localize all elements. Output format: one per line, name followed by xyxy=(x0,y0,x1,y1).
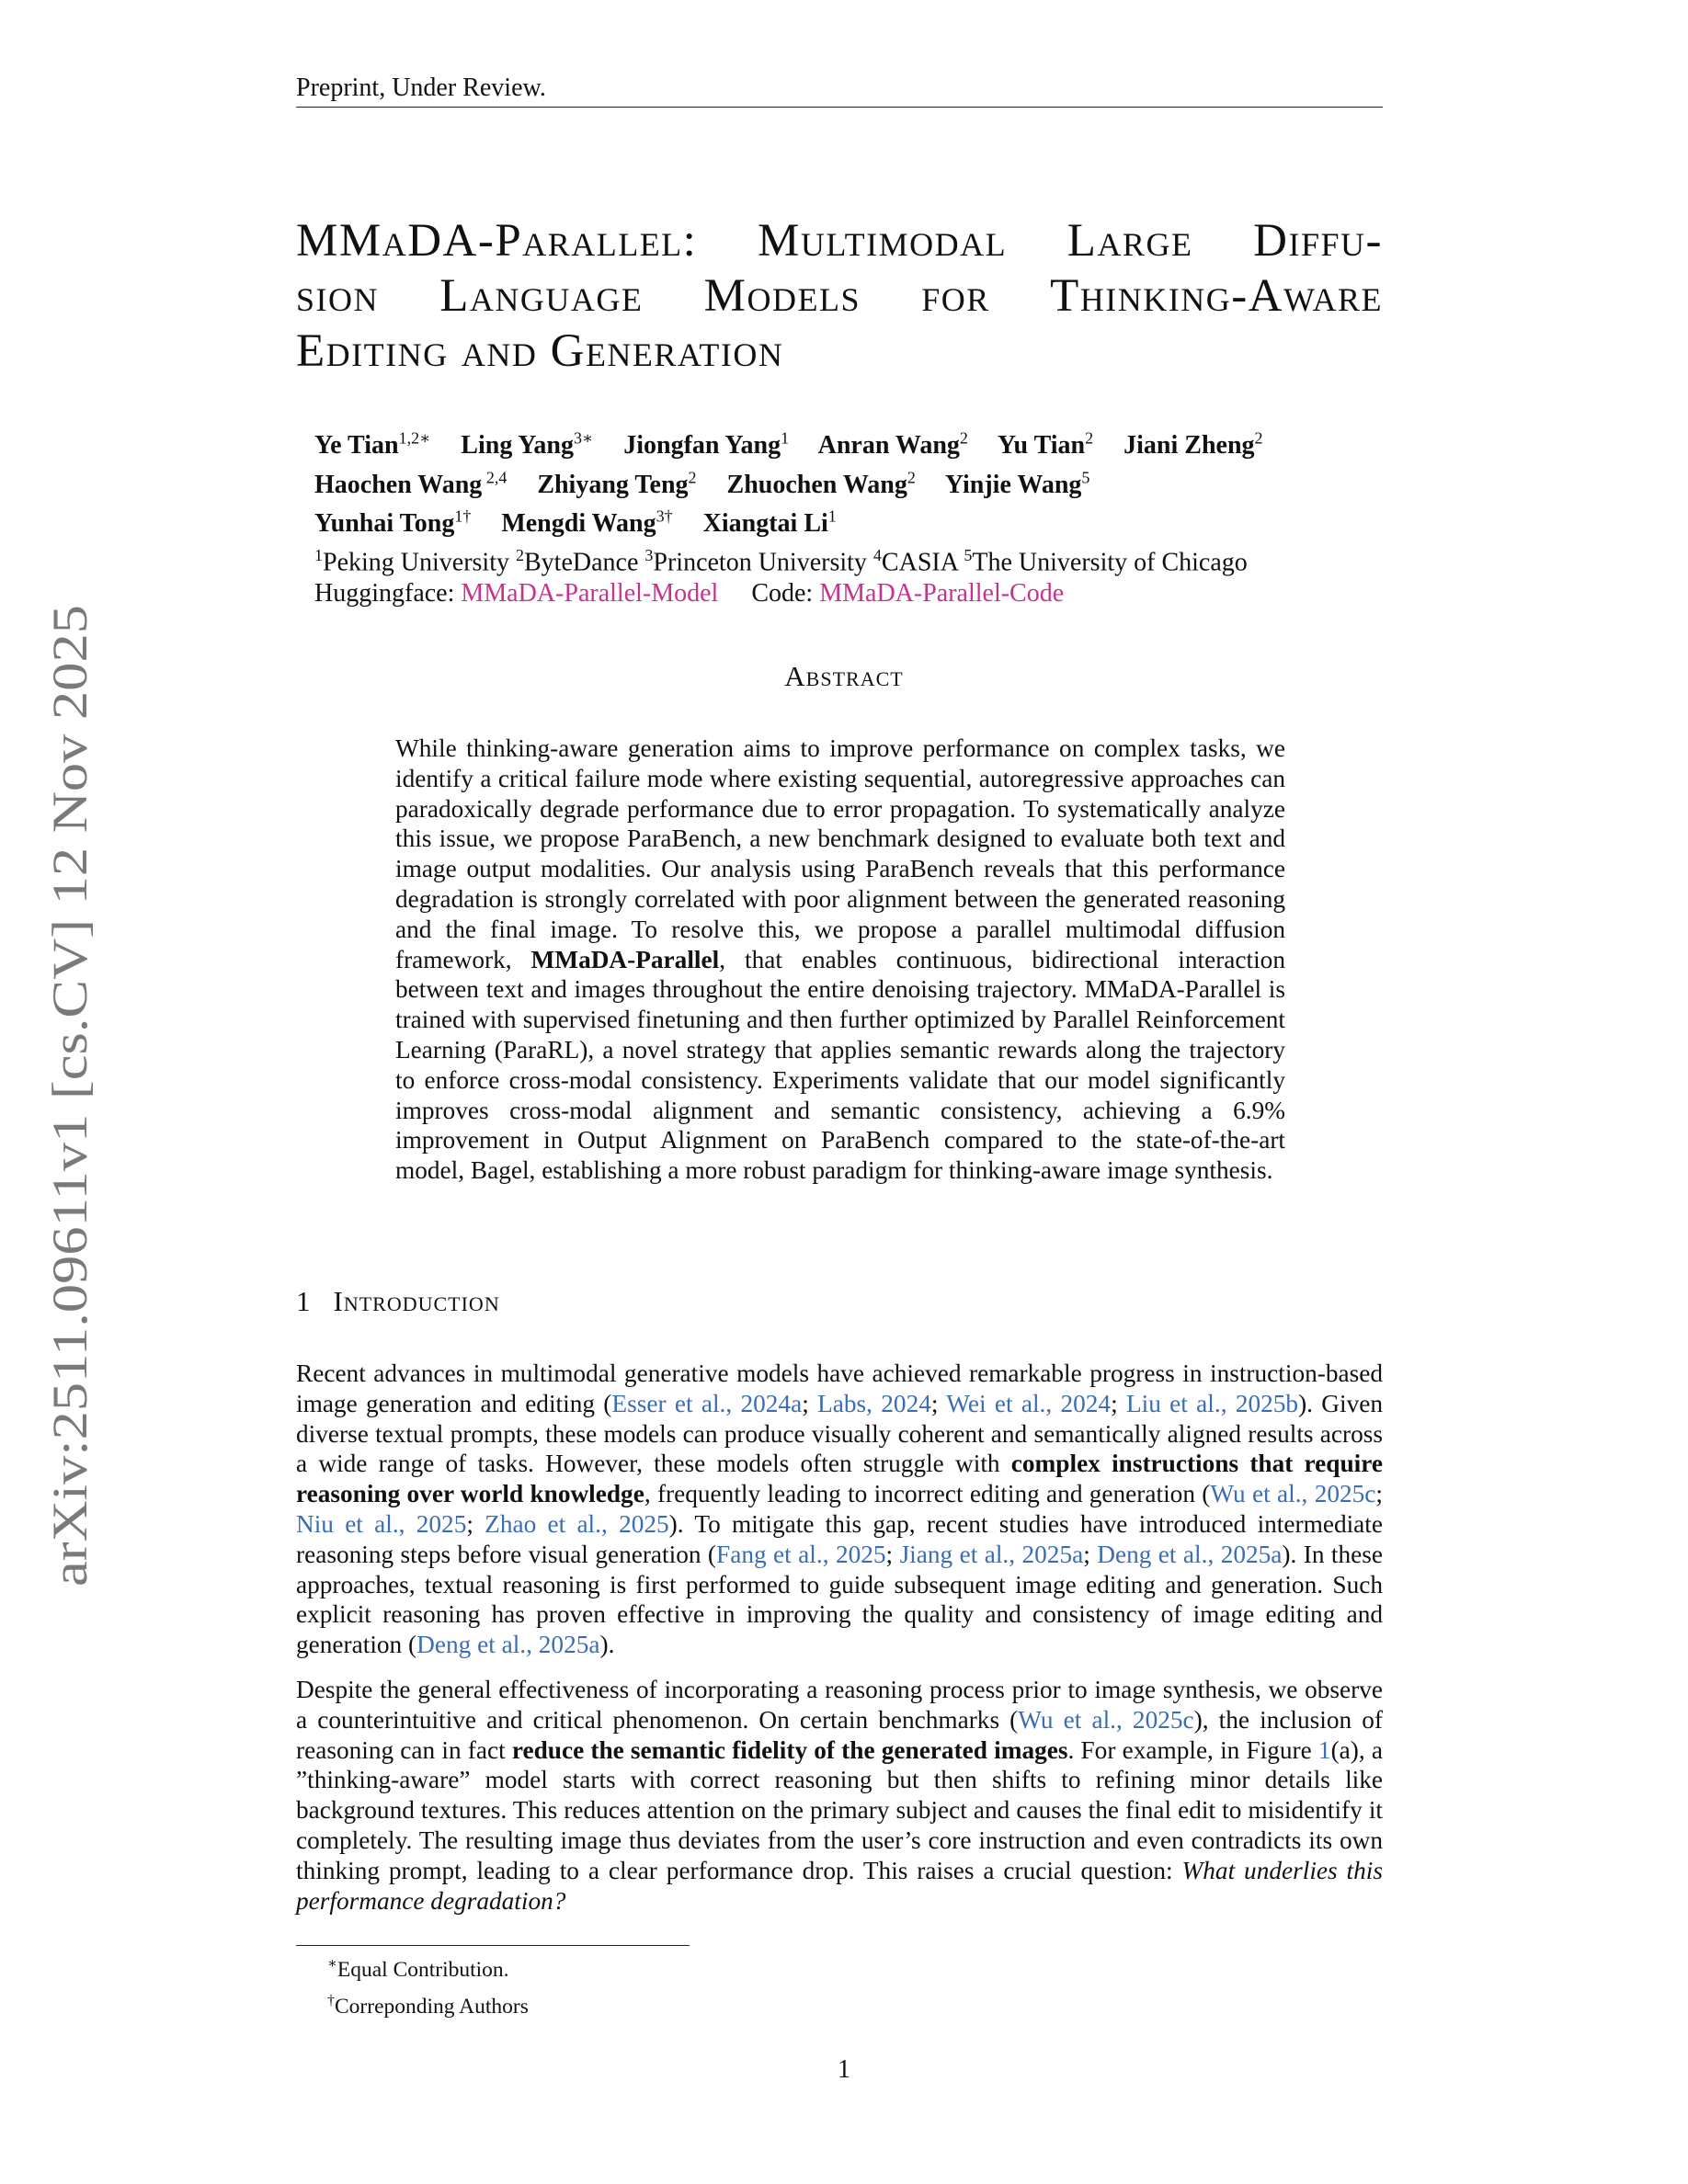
section-heading-introduction: 1 Introduction xyxy=(296,1285,500,1317)
citation-link[interactable]: Deng et al., 2025a xyxy=(416,1631,600,1659)
footnote-rule xyxy=(296,1945,690,1946)
huggingface-link[interactable]: MMaDA-Parallel-Model xyxy=(461,579,719,609)
author: Ye Tian$^{1,2∗}$ xyxy=(314,429,431,461)
citation-link[interactable]: Wu et al., 2025c xyxy=(1018,1705,1194,1734)
title-line-2: sion Language Models for Thinking-Aware xyxy=(296,270,1383,322)
citation-link[interactable]: Niu et al., 2025 xyxy=(296,1509,467,1538)
citation-link[interactable]: Labs, 2024 xyxy=(817,1389,931,1417)
resource-links xyxy=(314,578,1381,609)
citation-link[interactable]: Fang et al., 2025 xyxy=(716,1540,886,1568)
citation-link[interactable]: Jiang et al., 2025a xyxy=(899,1540,1084,1568)
author: Ling Yang$^{3∗}$ xyxy=(461,429,594,461)
citation-link[interactable]: Deng et al., 2025a xyxy=(1097,1540,1283,1568)
author-line-2 xyxy=(314,461,1381,500)
arxiv-stamp-text: arXiv:2511.09611v1 [cs.CV] 12 Nov 2025 xyxy=(42,738,97,1587)
abstract-heading: Abstract xyxy=(784,660,904,692)
author: Jiani Zheng$^2$ xyxy=(1123,429,1263,461)
author: Yunhai Tong$^{1\dagger}$ xyxy=(314,506,472,538)
code-label: Code: xyxy=(751,579,820,609)
author-line-1 xyxy=(314,423,1381,461)
footnote-equal-contribution: ∗Equal Contribution. xyxy=(327,1956,509,1982)
author: Anran Wang$^2$ xyxy=(817,429,968,461)
citation-link[interactable]: Zhao et al., 2025 xyxy=(485,1509,669,1538)
citation-link[interactable]: Wu et al., 2025c xyxy=(1210,1480,1376,1508)
huggingface-label: Huggingface: xyxy=(314,579,462,609)
author-line-3 xyxy=(314,501,1381,540)
citation-link[interactable]: Liu et al., 2025b xyxy=(1125,1389,1299,1417)
running-header: Preprint, Under Review. xyxy=(296,74,546,102)
footnote-corresponding-authors: †Correponding Authors xyxy=(327,1992,529,2019)
page-number: 1 xyxy=(838,2055,850,2084)
intro-paragraph-2: Despite the general effectiveness of incorporating a reasoning process prior to image synthesis, we observe a counterintuitive and critical phenomenon. On certain benchmarks (Wu et al., 2025c), the inclusion of reasoning can in fact reduce the semantic fidelity of the generated images. For example, in Figure 1(a), a ”thinking-aware” model starts with correct reasoning but then shifts to refining minor details like background textures. This reduces attention on the primary subject and causes the final edit to misidentify it completely. The resulting image thus deviates from the user’s core instruction and even contradicts its own thinking prompt, leading to a clear performance drop. This raises a crucial question: What underlies this performance degradation? xyxy=(296,1676,1383,1915)
abstract-text: While thinking-aware generation aims to improve performance on complex tasks, we identify a critical failure mode where existing sequential, autoregressive approaches can paradoxically degrade performance due to error propagation. To systematically analyze this issue, we propose ParaBench, a new benchmark designed to evaluate both text and image output modalities. Our analysis using ParaBench reveals that this performance degradation is strongly correlated with poor alignment between the generated reasoning and the final image. To resolve this, we propose a parallel multimodal diffusion framework, MMaDA-Parallel, that enables continuous, bidirectional interaction between text and images throughout the entire denoising trajectory. MMaDA-Parallel is trained with supervised finetuning and then further optimized by Parallel Reinforcement Learning (ParaRL), a novel strategy that applies semantic rewards along the trajectory to enforce cross-modal consistency. Experiments validate that our model significantly improves cross-modal alignment and semantic consistency, achieving a 6.9% improvement in Output Alignment on ParaBench compared to the state-of-the-art model, Bagel, establishing a more robust paradigm for thinking-aware image synthesis. xyxy=(395,734,1285,1185)
header-rule xyxy=(296,107,1383,108)
author: Mengdi Wang$^{3\dagger}$ xyxy=(501,506,673,538)
title-line-1: MMaDA-Parallel: Multimodal Large Diffu- xyxy=(296,215,1383,267)
citation-link[interactable]: Wei et al., 2024 xyxy=(946,1389,1112,1417)
author: Yinjie Wang$^5$ xyxy=(944,468,1090,499)
arxiv-stamp xyxy=(42,603,97,1587)
author-block xyxy=(314,423,1381,609)
affiliations: $^1$Peking University $^2$ByteDance $^3$Princeton University $^4$CASIA $^5$The University of Chicago xyxy=(314,545,1248,577)
citation-link[interactable]: Esser et al., 2024a xyxy=(611,1389,803,1417)
code-link[interactable]: MMaDA-Parallel-Code xyxy=(819,579,1065,609)
title-line-3: Editing and Generation xyxy=(296,325,784,377)
author: Haochen Wang $^{2,4}$ xyxy=(314,468,508,499)
author: Yu Tian$^2$ xyxy=(997,429,1094,461)
intro-paragraph-1: Recent advances in multimodal generative models have achieved remarkable progress in instruction-based image generation and editing (Esser et al., 2024a; Labs, 2024; Wei et al., 2024; Liu et al., 2025b). Given diverse textual prompts, these models can produce visually coherent and semantically aligned results across a wide range of tasks. However, these models often struggle with complex instructions that require reasoning over world knowledge, frequently leading to incorrect editing and generation (Wu et al., 2025c; Niu et al., 2025; Zhao et al., 2025). To mitigate this gap, recent studies have introduced intermediate reasoning steps before visual generation (Fang et al., 2025; Jiang et al., 2025a; Deng et al., 2025a). In these approaches, textual reasoning is first performed to guide subsequent image editing and generation. Such explicit reasoning has proven effective in improving the quality and consistency of image editing and generation (Deng et al., 2025a). xyxy=(296,1359,1383,1659)
author: Jiongfan Yang$^1$ xyxy=(623,429,790,461)
author: Zhuochen Wang$^2$ xyxy=(726,468,916,499)
author: Xiangtai Li$^1$ xyxy=(702,506,837,538)
footnotes xyxy=(327,1949,529,2022)
paper-title xyxy=(296,213,1383,379)
author: Zhiyang Teng$^2$ xyxy=(537,468,697,499)
figure-reference-link[interactable]: 1 xyxy=(1317,1735,1331,1764)
